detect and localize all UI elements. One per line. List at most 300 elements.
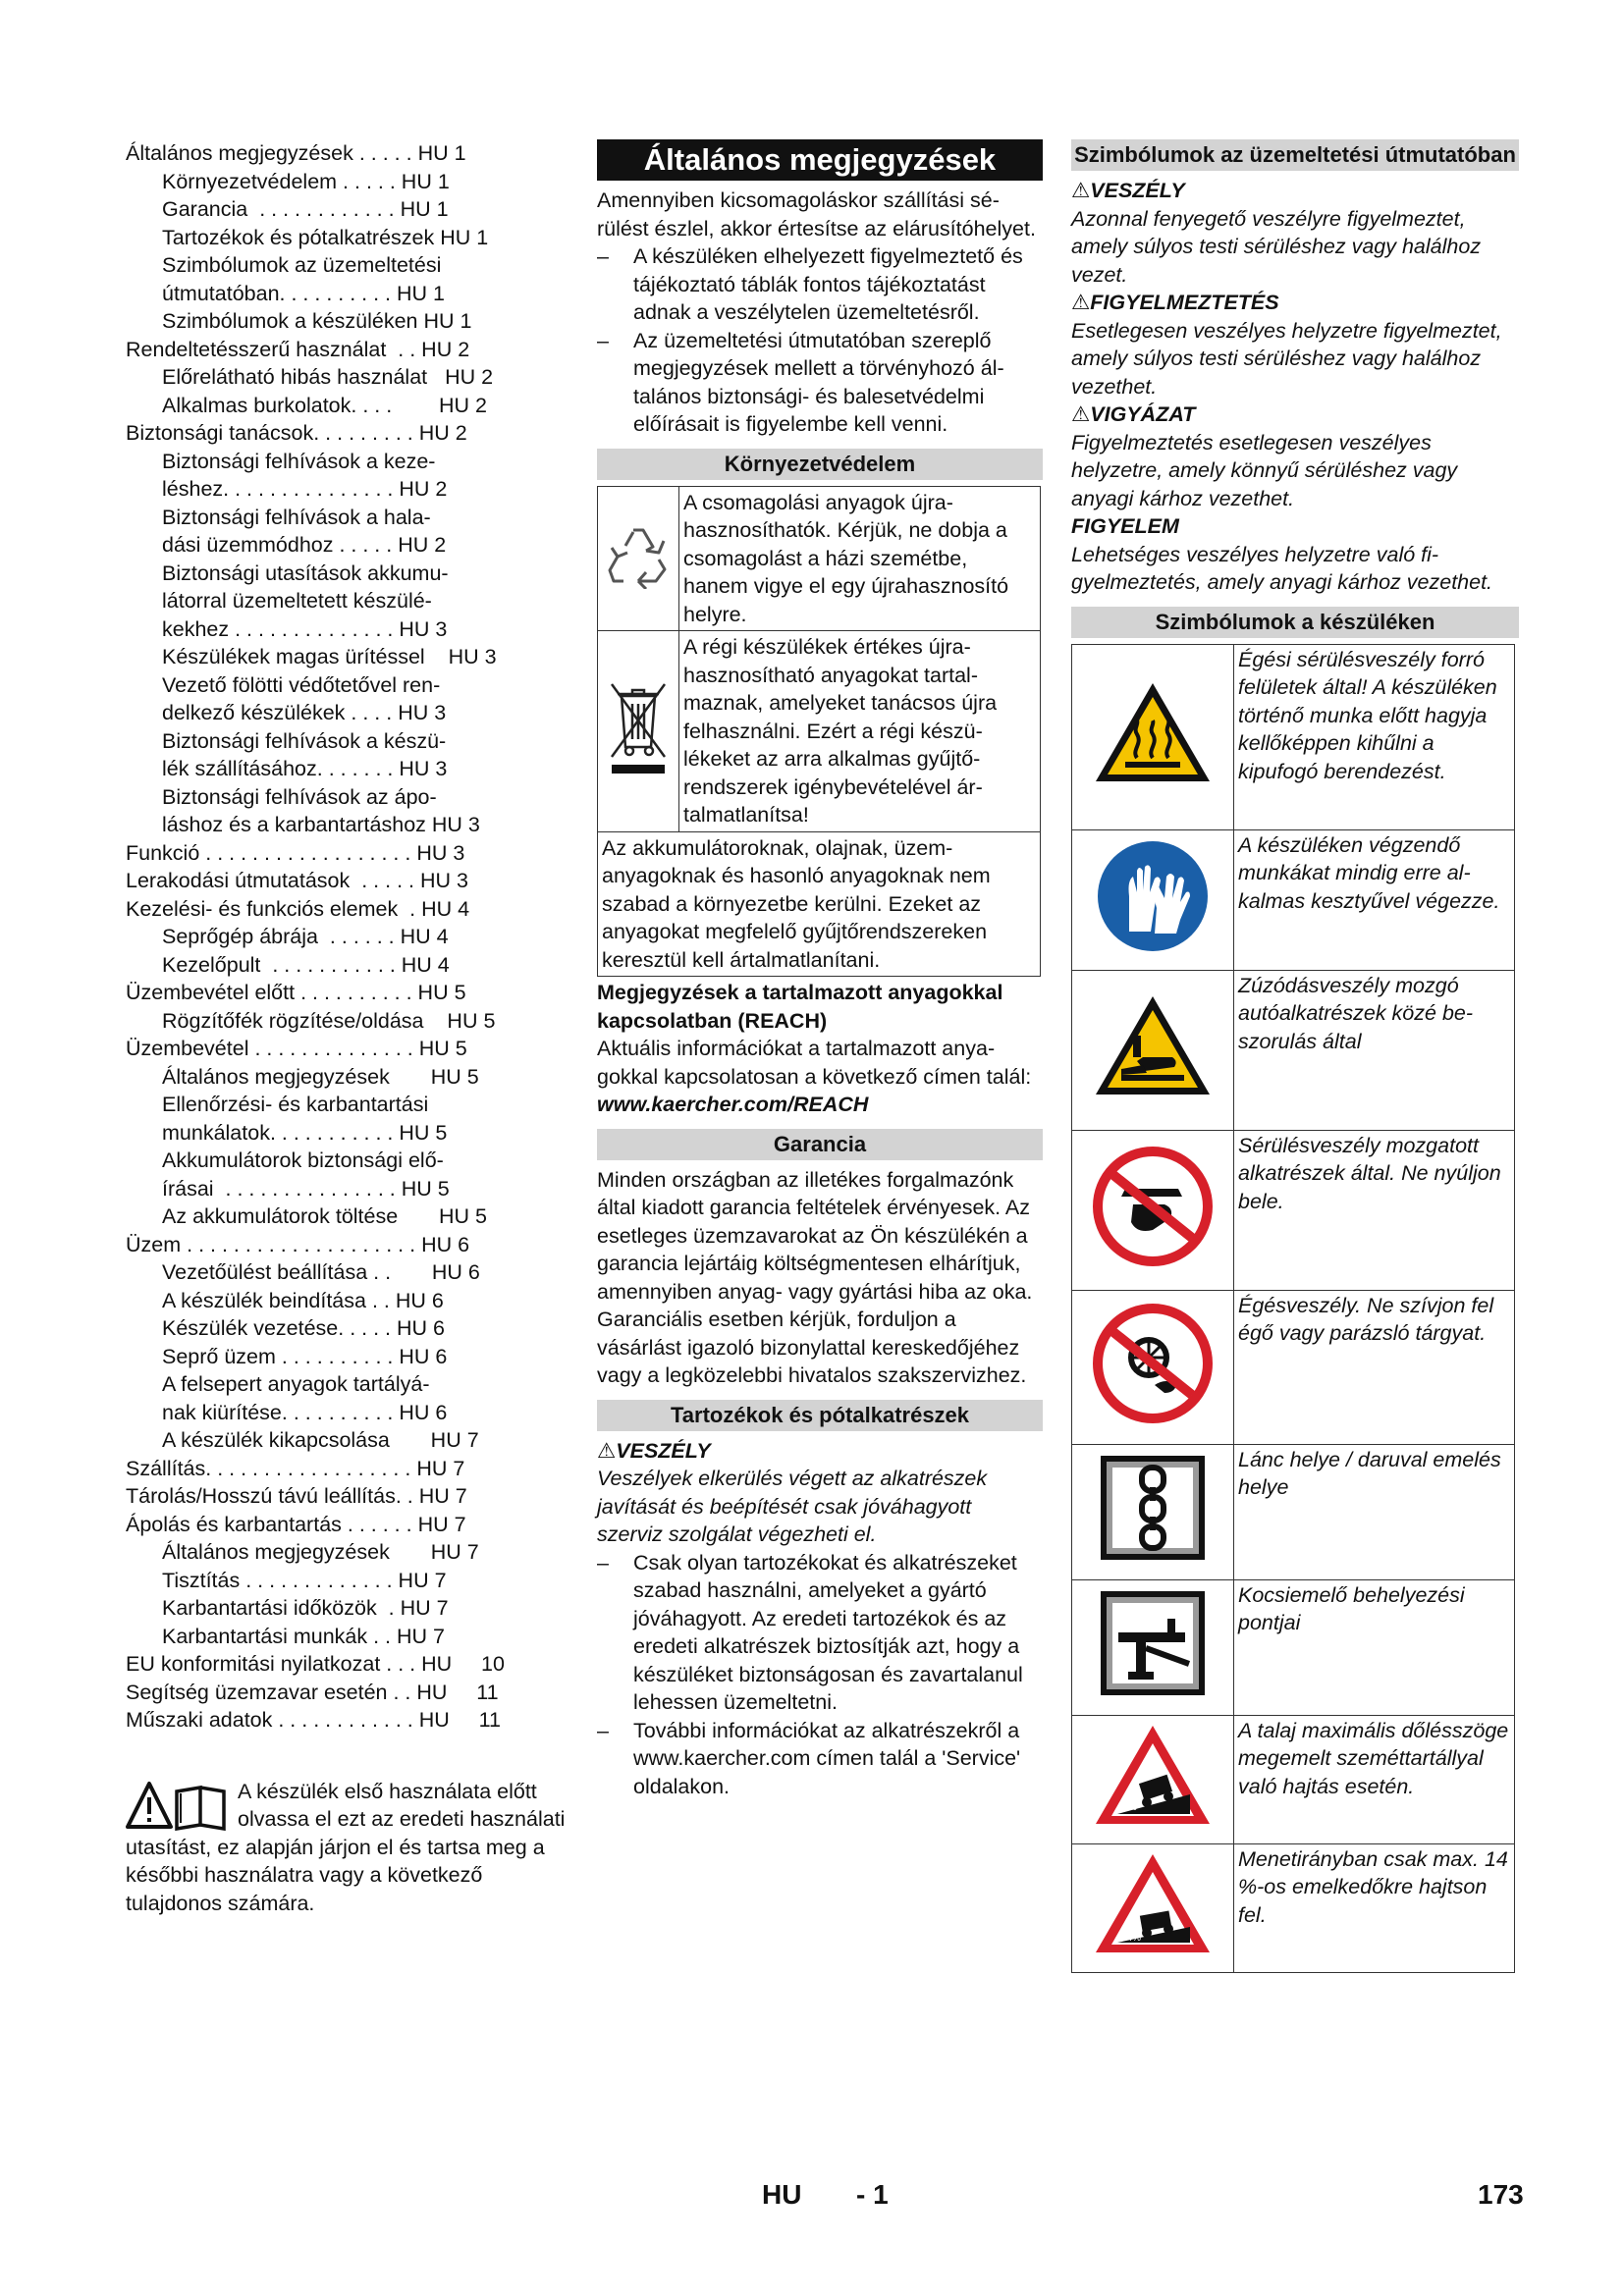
toc-entry [126,1063,569,1092]
toc-entry [126,531,569,560]
toc-entry-page: HU 4 [421,896,470,921]
toc-entry-title: delkező készülékek [162,701,346,724]
toc-entry-title: Szállítás [126,1456,206,1480]
crossed-bin-icon [606,678,671,776]
toc-entry [126,1007,569,1036]
toc-entry-page: HU 6 [431,1260,480,1284]
toc-entry-leader [390,1426,431,1455]
toc-entry-title: Biztonsági felhívások a készü- [162,728,447,753]
toc-entry-leader: . . . . . . . . . . . . . . [248,1037,419,1060]
bullet-text: Csak olyan tartozékokat és alkatrészeket szabad használni, amelyeket a gyártó jóváhagyott. Az eredeti tartozékok és az eredeti alkatrészek biztosítják azt, hogy a készüléket biztonságosan és zavartalanul lehessen üzemeltetni. [633,1550,1023,1714]
toc-entry-page: HU 3 [398,701,447,724]
symbol-row [1072,970,1515,1130]
toc-entry-page: HU 11 [416,1680,499,1704]
toc-entry-leader: . . [395,1484,419,1508]
toc-entry [126,615,569,644]
toc-entry-title: Tárolás/Hosszú távú leállítás [126,1484,396,1508]
toc-entry-page: HU 1 [417,141,466,165]
toc-entry-leader: . . . . . . . . . . . . [272,1708,419,1732]
reach-title: Megjegyzések a tartalmazott anyagokkal kapcsolatban (REACH) [597,981,1003,1033]
toc-entry-page: HU 3 [431,813,480,836]
bullet-mark: – [597,328,609,352]
toc-entry-page: HU 6 [397,1316,445,1340]
device-symbols-heading: Szimbólumok a készüléken [1071,607,1519,638]
toc-entry-page: HU 6 [421,1232,470,1256]
environment-row-recycle [598,486,1041,631]
toc-entry [126,1370,569,1399]
symbol-row [1072,1715,1515,1843]
toc-entry-leader: . . . . . . . . . . . . [247,197,401,221]
tip-over-warning-icon [1092,1722,1214,1830]
footer-section-page: - 1 [856,2179,889,2210]
toc-entry-title: Rögzítőfék rögzítése/oldása [162,1008,424,1033]
toc-entry-leader: . . [367,1260,432,1284]
toc-entry-title: Készülék vezetése [162,1316,339,1340]
symbol-description: Kocsiemelő behelyezési pontjai [1234,1579,1515,1715]
toc-entry [126,783,569,812]
footer-page-number: 173 [1478,2179,1524,2210]
toc-entry [126,839,569,868]
toc-entry-page: HU 2 [399,477,448,501]
toc-entry [126,1175,569,1203]
symbol-description: Égésveszély. Ne szívjon fel égő vagy parázsló tárgyat. [1234,1290,1515,1444]
toc-entry-title: A felsepert anyagok tartályá- [162,1372,430,1396]
toc-entry-page: HU 3 [399,616,448,641]
accessories-danger-label [597,1437,1043,1466]
toc-entry [126,979,569,1007]
symbol-icon-cell [1072,970,1234,1130]
toc-entry-page: HU 5 [447,1008,496,1033]
toc-entry-page: HU 5 [401,1176,450,1201]
toc-entry-leader [427,363,445,392]
toc-entry [126,307,569,336]
toc-entry [126,280,569,308]
reach-url: www.kaercher.com/REACH [597,1093,869,1116]
symbol-row [1072,1579,1515,1715]
danger-label-text: VESZÉLY [1090,179,1185,202]
toc-entry-page: HU 5 [418,1037,467,1060]
max-incline-icon [1092,1850,1214,1958]
toc-entry-title: Általános megjegyzések [162,1064,390,1089]
toc-entry-title: Kezelőpult [162,952,261,977]
symbol-description: Sérülésveszély mozgatott alkatrészek által. Ne nyúljon bele. [1234,1130,1515,1290]
environment-row-weee [598,631,1041,832]
toc-entry-leader: . . . . . . . . . . . . . . . [223,477,400,501]
symbol-description: Lánc helye / daruval emelés helye [1234,1444,1515,1579]
general-notes-column [597,139,1043,1800]
toc-entry-title: Üzembevétel előtt [126,981,296,1004]
crush-hazard-icon [1092,992,1214,1100]
warning-label [1071,289,1519,317]
accessories-warning-text: Veszélyek elkerülés végett az alkatrészek javítását és beépítését csak jóváhagyott szerviz szolgálat végezheti el. [597,1467,988,1546]
toc-entry-leader: . . . . . [338,1316,397,1340]
symbol-icon-cell [1072,1843,1234,1972]
toc-entry [126,1594,569,1623]
toc-entry-page: HU 7 [418,1484,467,1508]
toc-entry-leader: . . . . . [337,169,402,193]
bullet-mark: – [597,1718,609,1742]
toc-entry-leader: . [376,1596,401,1620]
warning-label-text: FIGYELMEZTETÉS [1090,291,1279,314]
toc-entry-leader: . . . . . [333,533,399,557]
reach-text: Aktuális információkat a tartalmazott anyagokkal kapcsolatosan a következő címen talál: [597,1037,1032,1089]
toc-entry-leader: . . . . . . . . . . . [260,952,402,977]
symbol-row [1072,1130,1515,1290]
toc-entry [126,1091,569,1119]
toc-entry [126,1426,569,1455]
toc-entry [126,1314,569,1343]
read-manual-text: A készülék első használata előtt olvassa el ezt az eredeti használati utasítást, ez alapján járjon el és tartsa meg a későbbi használatra vagy a következő tulajdonos számára. [126,1779,566,1915]
warning-triangle-icon: ⚠ [1071,179,1091,202]
toc-entry [126,895,569,924]
toc-entry-page: HU 3 [419,869,468,892]
toc-entry [126,1399,569,1427]
toc-entry-leader: . . . . [351,393,439,417]
toc-entry-leader: . . [365,1288,396,1312]
chain-lifting-point-icon [1099,1454,1207,1562]
toc-entry-title: Akkumulátorok biztonsági elő- [162,1148,444,1172]
toc-entry-page: HU 6 [395,1288,444,1312]
footer-language: HU [762,2179,802,2210]
symbol-icon-cell [1072,1290,1234,1444]
table-of-contents-column [126,139,569,1917]
incline-sign-label: 14% [1121,1932,1142,1944]
note-label: FIGYELEM [1071,514,1179,538]
symbol-description: A talaj maximális dőlésszöge megemelt szeméttartállyal való hajtás esetén. [1234,1715,1515,1843]
warning-read-manual-icon [126,1780,230,1831]
table-of-contents [126,139,569,1735]
toc-entry-title: Biztonsági felhívások a keze- [162,449,436,473]
toc-entry-leader: . . . . . . . . . . . [269,1120,400,1145]
toc-entry-title: Garancia [162,197,248,221]
warning-triangle-icon: ⚠ [1071,291,1091,314]
warning-triangle-icon: ⚠ [1071,402,1091,426]
symbol-row [1072,1444,1515,1579]
toc-entry [126,1650,569,1679]
toc-entry [126,1147,569,1175]
toc-entry [126,1287,569,1315]
toc-entry-page: HU 7 [398,1568,447,1592]
symbol-description: Menetirányban csak max. 14 %-os emelkedőkre hajtson fel. [1234,1843,1515,1972]
toc-entry-page: HU 5 [439,1204,488,1228]
toc-entry-title: Szimbólumok a készüléken [162,309,418,333]
recycle-text: A csomagolási anyagok újrahasznosíthatók. Kérjük, ne dobja a csomagolást a házi szemétbe, hanem vigye el egy újrahasznosító helyre. [679,486,1041,631]
hot-surface-warning-icon [1092,679,1214,787]
toc-entry-title: léshez [162,477,224,501]
symbol-row [1072,644,1515,829]
toc-entry-leader: . . . . . . [341,1512,418,1536]
toc-entry [126,195,569,224]
toc-entry-page: HU 7 [416,1456,465,1480]
symbol-description: Zúzódásveszély mozgó autóalkatrészek közé beszorulás által [1234,970,1515,1130]
toc-entry [126,168,569,196]
bullet-text: További információkat az alkatrészekről a www.kaercher.com címen talál a 'Service' oldalakon. [633,1718,1021,1798]
weee-text: A régi készülékek értékes újrahasznosítható anyagokat tartalmaznak, amelyeket tanácsos újra felhasználni. Ezért a régi készülékeket az arra alkalmas gyűjtőrendszerek igénybevételével ártalmatlanítsa! [679,631,1041,832]
no-suction-burning-icon [1092,1303,1214,1424]
device-symbols-table [1071,644,1515,1973]
environment-row-oil [598,831,1041,977]
toc-entry [126,1567,569,1595]
symbol-row [1072,1290,1515,1444]
toc-entry-page: HU 1 [401,169,450,193]
toc-entry-leader: . . . . . [350,869,420,892]
warranty-heading: Garancia [597,1129,1043,1160]
toc-entry-leader: . . . . . . . . . . [279,281,397,305]
toc-entry-leader: . . . . [345,701,399,724]
toc-entry-title: látorral üzemeltetett készülé- [162,589,432,613]
symbols-column [1071,139,1519,1973]
toc-entry-leader: . . . . . . . . . . [295,981,418,1004]
toc-entry [126,1623,569,1651]
toc-entry [126,867,569,895]
toc-entry [126,448,569,476]
toc-entry-title: kekhez [162,616,230,641]
toc-entry [126,811,569,839]
general-notes-title: Általános megjegyzések [597,139,1043,181]
toc-entry-page: HU 3 [448,645,497,668]
toc-entry-title: Biztonsági felhívások a hala- [162,505,431,529]
toc-entry-page: HU 2 [418,421,467,445]
warranty-text: Minden országban az illetékes forgalmazónk által kiadott garancia feltételek érvényesek. Az esetleges üzemzavarokat az Ön készülékén a garancia lejártáig költségmentesen elhárítjuk, amennyiben anyag- vagy gyártási hiba az oka. Garanciális esetben kérjük, forduljon a vásárlást igazoló bizonylattal kereskedőjéhez vagy a legközelebbi hivatalos szakszervizhez. [597,1167,1033,1387]
environment-heading: Környezetvédelem [597,449,1043,480]
danger-label-text: VESZÉLY [616,1438,711,1463]
toc-entry-page: HU 7 [430,1428,479,1452]
bullet-mark: – [597,1550,609,1575]
toc-entry-page: HU 2 [445,365,494,389]
toc-entry-page: HU 4 [401,952,450,977]
toc-entry [126,587,569,615]
toc-entry-title: A készülék kikapcsolása [162,1428,390,1452]
toc-entry-page: HU 1 [440,225,489,249]
warning-text: Esetlegesen veszélyes helyzetre figyelmeztet, amely súlyos testi sérüléshez vagy halálhoz vezethet. [1071,318,1502,399]
toc-entry-title: EU konformitási nyilatkozat [126,1652,381,1676]
toc-entry [126,392,569,420]
toc-entry-title: dási üzemmódhoz [162,533,334,557]
gloves-mandatory-icon [1094,837,1212,955]
toc-entry [126,1231,569,1259]
toc-entry-title: Szimbólumok az üzemeltetési [162,253,442,277]
toc-entry-title: Az akkumulátorok töltése [162,1204,399,1228]
toc-entry [126,1679,569,1707]
toc-entry-page: HU 6 [399,1400,448,1424]
toc-entry [126,1258,569,1287]
toc-entry-leader [390,1538,431,1567]
toc-entry [126,139,569,168]
toc-entry-title: útmutatóban [162,281,280,305]
toc-entry [126,336,569,364]
general-notes-intro: Amennyiben kicsomagoláskor szállítási sérülést észlel, akkor értesítse az elárusítóhelyet. [597,188,1036,240]
manual-symbols-heading: Szimbólumok az üzemeltetési útmutatóban [1071,139,1519,171]
toc-entry [126,755,569,783]
toc-entry-title: lék szállításához [162,757,317,780]
caution-label-text: VIGYÁZAT [1090,402,1196,426]
toc-entry-leader: . . . . . . . . . . . . . . . . . . . . [181,1232,422,1256]
toc-entry-title: Előrelátható hibás használat [162,365,428,389]
toc-entry-page: HU 5 [430,1064,479,1089]
toc-entry [126,643,569,671]
toc-entry-leader: . . . . . . . . . . . . . . . [213,1176,402,1201]
toc-entry-title: Lerakodási útmutatások [126,869,351,892]
toc-entry-leader: . . . . . . . . . [313,421,419,445]
toc-entry [126,1706,569,1735]
toc-entry-title: Tartozékok és pótalkatrészek [162,225,435,249]
toc-entry [126,419,569,448]
toc-entry-page: HU 7 [417,1512,466,1536]
toc-entry-title: Készülékek magas ürítéssel [162,645,425,668]
toc-entry-leader: . . . . . . . . . . [275,1344,400,1368]
note-text: Lehetséges veszélyes helyzetre való figyelmeztetés, amely anyagi kárhoz vezethet. [1071,542,1493,594]
toc-entry-page: HU 5 [399,1120,448,1145]
toc-entry-page: HU 7 [430,1540,479,1564]
jack-point-icon [1099,1589,1207,1697]
no-reaching-icon [1092,1146,1214,1267]
symbol-icon-cell [1072,1130,1234,1290]
toc-entry-title: Biztonsági utasítások akkumu- [162,561,449,585]
toc-entry [126,1511,569,1539]
accessories-heading: Tartozékok és pótalkatrészek [597,1400,1043,1431]
danger-label [1071,177,1519,205]
toc-entry-page: HU 4 [400,925,449,948]
toc-entry [126,671,569,700]
bullet-text: Az üzemeltetési útmutatóban szereplő megjegyzések mellett a törvényhozó általános biztonsági- és balesetvédelmi előírásait is figyelembe kell venni. [633,328,1004,436]
toc-entry [126,475,569,504]
toc-entry-title: Ellenőrzési- és karbantartási [162,1093,429,1116]
danger-text: Azonnal fenyegető veszélyre figyelmeztet, amely súlyos testi sérüléshez vagy halálhoz vezet. [1071,206,1482,287]
toc-entry [126,699,569,727]
toc-entry [126,251,569,280]
toc-entry-page: HU 11 [418,1708,501,1732]
toc-entry-page: HU 5 [417,981,466,1004]
symbol-row [1072,829,1515,970]
toc-entry-title: Általános megjegyzések [162,1540,390,1564]
toc-entry-title: Segítség üzemzavar esetén [126,1680,388,1704]
toc-entry-title: Biztonsági tanácsok [126,421,314,445]
symbol-icon-cell [1072,829,1234,970]
toc-entry-title: Általános megjegyzések [126,141,353,165]
toc-entry-title: Vezető fölötti védőtetővel ren- [162,672,441,697]
recycle-icon [604,520,673,589]
toc-entry-leader: . . [387,1680,417,1704]
toc-entry [126,1119,569,1148]
toc-entry-leader: . . . . . . . . . . . . . . [229,616,400,641]
symbol-description: A készüléken végzendő munkákat mindig erre alkalmas kesztyűvel végezze. [1234,829,1515,970]
toc-entry [126,363,569,392]
toc-entry-page: HU 2 [398,533,447,557]
environment-table [597,486,1041,978]
toc-entry-title: Funkció [126,840,200,865]
caution-label [1071,400,1519,429]
toc-entry-title: nak kiürítése [162,1400,282,1424]
toc-entry [126,727,569,756]
toc-entry-title: láshoz és a karbantartáshoz [162,813,426,836]
toc-entry-title: Vezetőülést beállítása [162,1260,368,1284]
toc-entry-page: HU 2 [439,393,487,417]
general-notes-bullet [597,327,1043,439]
toc-entry-leader: . . . . . . . . . . . . . . . . . . [199,840,417,865]
toc-entry [126,1538,569,1567]
toc-entry-title: Rendeltetésszerű használat [126,337,387,361]
symbol-icon-cell [1072,1444,1234,1579]
toc-entry-leader: . . . [380,1652,422,1676]
accessories-bullet [597,1717,1043,1801]
toc-entry [126,1035,569,1063]
toc-entry-page: HU 10 [421,1652,505,1676]
toc-entry-page: HU 1 [400,197,449,221]
toc-entry-leader: . [398,896,422,921]
symbol-icon-cell [1072,1715,1234,1843]
toc-entry-title: Ápolás és karbantartás [126,1512,342,1536]
toc-entry-page: HU 7 [400,1596,449,1620]
toc-entry-leader [398,1202,439,1231]
toc-entry-leader [425,643,449,671]
toc-entry-leader: . . . . . . [317,925,401,948]
toc-entry [126,224,569,252]
toc-entry-title: Karbantartási munkák [162,1624,368,1648]
tip-sign-label: 6% [1121,1800,1137,1813]
general-notes-bullet [597,242,1043,327]
toc-entry-title: írásai [162,1176,214,1201]
symbol-description: Égési sérülésveszély forró felületek által! A készüléken történő munka előtt hagyja kellőképpen kihűlni a kipufogó berendezést. [1234,644,1515,829]
toc-entry-page: HU 6 [399,1344,448,1368]
toc-entry-title: Karbantartási időközök [162,1596,377,1620]
toc-entry-title: Üzembevétel [126,1037,249,1060]
toc-entry-title: munkálatok [162,1120,270,1145]
toc-entry [126,560,569,588]
toc-entry [126,923,569,951]
toc-entry-title: Seprőgép ábrája [162,925,318,948]
toc-entry-title: Biztonsági felhívások az ápo- [162,784,437,809]
toc-entry-title: Alkalmas burkolatok [162,393,352,417]
symbol-row [1072,1843,1515,1972]
bullet-mark: – [597,244,609,268]
toc-entry [126,1455,569,1483]
symbol-icon-cell [1072,644,1234,829]
recycle-icon-cell [598,486,679,631]
toc-entry-title: Műszaki adatok [126,1708,273,1732]
oil-text: Az akkumulátoroknak, olajnak, üzemanyagoknak és hasonló anyagoknak nem szabad a környezetbe kerülni. Ezeket az anyagokat megfelelő gyűjtőrendszereken keresztül kell ártalmatlanítani. [598,831,1041,977]
toc-entry-page: HU 3 [416,840,465,865]
toc-entry-page: HU 3 [399,757,448,780]
toc-entry-leader [390,1063,431,1092]
toc-entry [126,1202,569,1231]
toc-entry-page: HU 1 [397,281,445,305]
toc-entry-title: Kezelési- és funkciós elemek [126,896,399,921]
symbol-icon-cell [1072,1579,1234,1715]
toc-entry-page: HU 2 [421,337,470,361]
toc-entry-leader: . . [367,1624,398,1648]
bullet-text: A készüléken elhelyezett figyelmeztető és tájékoztató táblák fontos tájékoztatást adnak a veszélytelen üzemeltetésről. [633,244,1023,324]
toc-entry-page: HU 1 [423,309,472,333]
toc-entry-leader: . . . . . . . . . . . . . . . . . . [205,1456,417,1480]
toc-entry-page: HU 7 [397,1624,445,1648]
toc-entry-title: A készülék beindítása [162,1288,366,1312]
toc-entry-title: Seprő üzem [162,1344,276,1368]
toc-entry-leader: . . . . . . . [316,757,400,780]
toc-entry [126,1482,569,1511]
toc-entry-leader: . . . . . . . . . . [281,1400,400,1424]
toc-entry [126,951,569,980]
toc-entry-leader [424,1007,448,1036]
toc-entry-leader: . . . . . [352,141,418,165]
toc-entry-leader: . . . . . . . . . . . . . [240,1568,399,1592]
toc-entry [126,1343,569,1371]
read-manual-notice [126,1778,569,1918]
weee-icon-cell [598,631,679,832]
toc-entry-title: Üzem [126,1232,182,1256]
caution-text: Figyelmeztetés esetlegesen veszélyes helyzetre, amely könnyű sérüléshez vagy anyagi kárhoz vezethet. [1071,430,1458,510]
toc-entry-title: Tisztítás [162,1568,241,1592]
toc-entry-leader: . . [386,337,422,361]
